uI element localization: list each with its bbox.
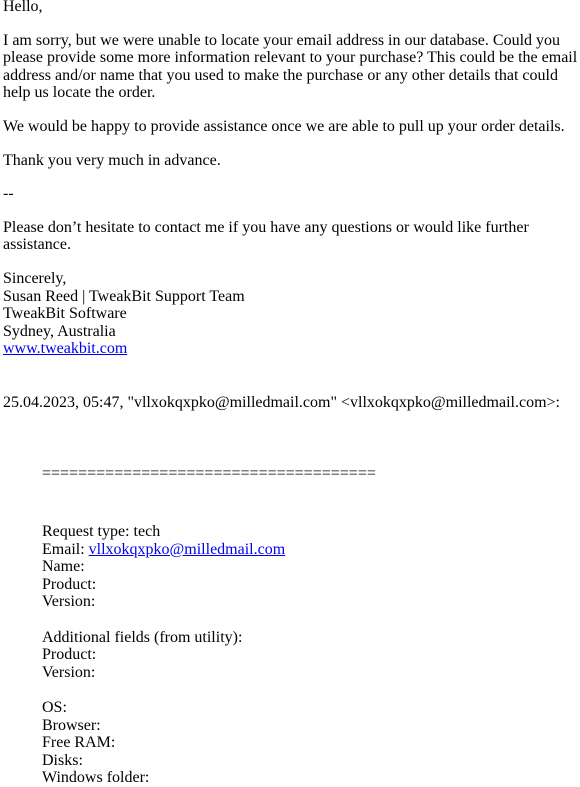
- request-email-label: Email:: [42, 541, 89, 558]
- signature-website-link[interactable]: www.tweakbit.com: [3, 340, 127, 357]
- request-type: Request type: tech: [42, 523, 579, 541]
- request-email-link[interactable]: vllxokqxpko@milledmail.com: [89, 541, 286, 558]
- additional-version: Version:: [42, 664, 579, 682]
- paragraph-assistance: We would be happy to provide assistance once we are able to pull up your order details.: [3, 118, 579, 136]
- paragraph-contact: Please don’t hesitate to contact me if you have any questions or would like further assistance.: [3, 219, 579, 254]
- system-os: OS:: [42, 699, 579, 717]
- signature-closing: Sincerely,: [3, 270, 579, 288]
- additional-product: Product:: [42, 646, 579, 664]
- greeting: Hello,: [3, 0, 579, 16]
- signature-separator: --: [3, 185, 579, 203]
- paragraph-thanks: Thank you very much in advance.: [3, 152, 579, 170]
- signature-location: Sydney, Australia: [3, 323, 579, 341]
- request-version: Version:: [42, 593, 579, 611]
- quote-header: 25.04.2023, 05:47, "vllxokqxpko@milledmail.com" <vllxokqxpko@milledmail.com>:: [3, 394, 579, 412]
- system-free-ram: Free RAM:: [42, 734, 579, 752]
- signature-company: TweakBit Software: [3, 305, 579, 323]
- system-disks: Disks:: [42, 752, 579, 770]
- additional-fields-header: Additional fields (from utility):: [42, 629, 579, 647]
- paragraph-database-not-found: I am sorry, but we were unable to locate your email address in our database. Could you please provide some more information relevant to your purchase? This could be the email address and/or name that you used to make the purchase or any other details that could help us locate the order.: [3, 32, 579, 102]
- request-name: Name:: [42, 558, 579, 576]
- system-windows-folder: Windows folder:: [42, 769, 579, 787]
- request-product: Product:: [42, 576, 579, 594]
- system-browser: Browser:: [42, 717, 579, 735]
- request-email-line: [42, 541, 579, 559]
- quoted-separator: =====================================: [42, 465, 579, 483]
- signature-block: [3, 270, 579, 358]
- signature-name-team: Susan Reed | TweakBit Support Team: [3, 288, 579, 306]
- email-body: [3, 0, 579, 787]
- quoted-request: [3, 446, 579, 787]
